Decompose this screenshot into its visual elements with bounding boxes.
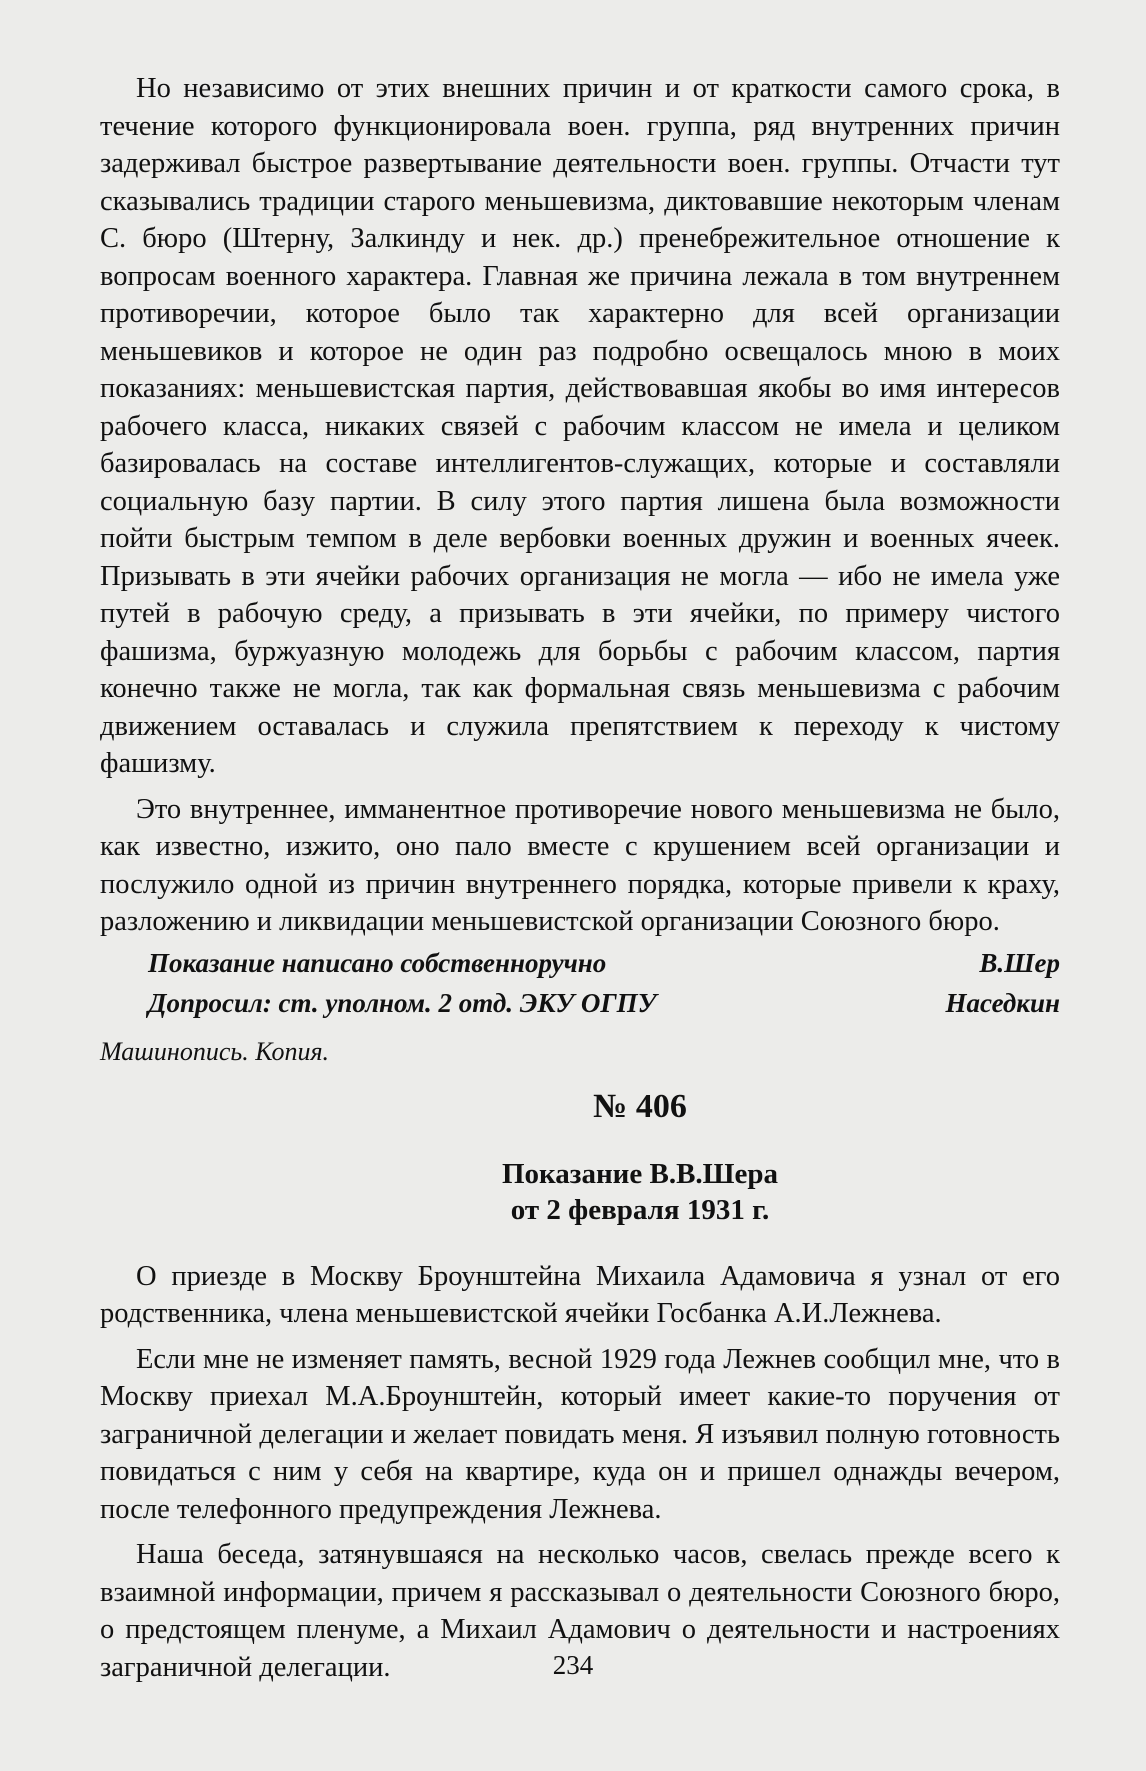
signature-name-sher: В.Шер xyxy=(979,947,1060,978)
typescript-note: Машинопись. Копия. xyxy=(100,1036,330,1066)
paragraph-meeting: Если мне не изменяет память, весной 1929 года Лежнев сообщил мне, что в Москву приехал М.А.Броунштейн, который имеет какие-то поручения от заграничной делегации и желает повидать меня. Я изъявил полную готовность повидаться с ним у себя на квартире, куда он и пришел однажды вечером, после телефонного предупреждения Лежнева. xyxy=(100,1343,1060,1525)
signature-statement: Показание написано собственноручно xyxy=(148,947,607,978)
paragraph-arrival: О приезде в Москву Броунштейна Михаила Адамовича я узнал от его родственника, члена меньшевистской ячейки Госбанка А.И.Лежнева. xyxy=(100,1260,1060,1329)
heading-title: Показание В.В.Шера xyxy=(501,1157,779,1190)
paragraph-conversation: Наша беседа, затянувшаяся на несколько часов, свелась прежде всего к взаимной информации, причем я рассказывал о деятельности Союзного бюро, о предстоящем пленуме, а Михаил Адамович о деятельности и настроениях заграничной делегации. xyxy=(100,1539,1060,1683)
paragraph-military-group: Но независимо от этих внешних причин и от краткости самого срока, в течение которого функционировала воен. группа, ряд внутренних причин задерживал быстрое развертывание деятельности воен. группы. Отчасти тут сказывались традиции старого меньшевизма, диктовавшие некоторым членам С. бюро (Штерну, Залкинду и нек. др.) пренебрежительное отношение к вопросам военного характера. Главная же причина лежала в том внутреннем противоречии, которое было так характерно для всей организации меньшевиков и которое не один раз подробно освещалось мною в моих показаниях: меньшевистская партия, действовавшая якобы во имя интересов рабочего класса, никаких связей с рабочим классом не имела и целиком базировалась на составе интеллигентов-служащих, которые и составляли социальную базу партии. В силу этого партия лишена была возможности пойти быстрым темпом в деле вербовки военных дружин и военных ячеек. Призывать в эти ячейки рабочих организация не могла — ибо не имела уже путей в рабочую среду, а призывать в эти ячейки, по примеру чистого фашизма, буржуазную молодежь для борьбы с рабочим классом, партия конечно также не могла, так как формальная связь меньшевизма с рабочим движением оставалась и служила препятствием к переходу к чистому фашизму. xyxy=(100,73,1060,779)
page-number: 234 xyxy=(552,1650,594,1680)
signature-line-2 xyxy=(100,985,1060,1021)
paragraph-internal-contradiction: Это внутреннее, имманентное противоречие нового меньшевизма не было, как известно, изжито, оно пало вместе с крушением всей организации и послужило одной из причин внутреннего порядка, которые привели к краху, разложению и ликвидации меньшевистской организации Союзного бюро. xyxy=(100,793,1060,937)
signature-line-1 xyxy=(100,945,1060,981)
document-number: № 406 xyxy=(593,1088,687,1125)
spacer xyxy=(100,1228,1060,1258)
heading-date: от 2 февраля 1931 г. xyxy=(510,1193,770,1226)
interrogator-statement: Допросил: ст. уполном. 2 отд. ЭКУ ОГПУ xyxy=(148,987,657,1018)
page-content xyxy=(100,70,1060,1686)
document-heading xyxy=(100,1156,1060,1228)
interrogator-name: Наседкин xyxy=(945,987,1060,1018)
